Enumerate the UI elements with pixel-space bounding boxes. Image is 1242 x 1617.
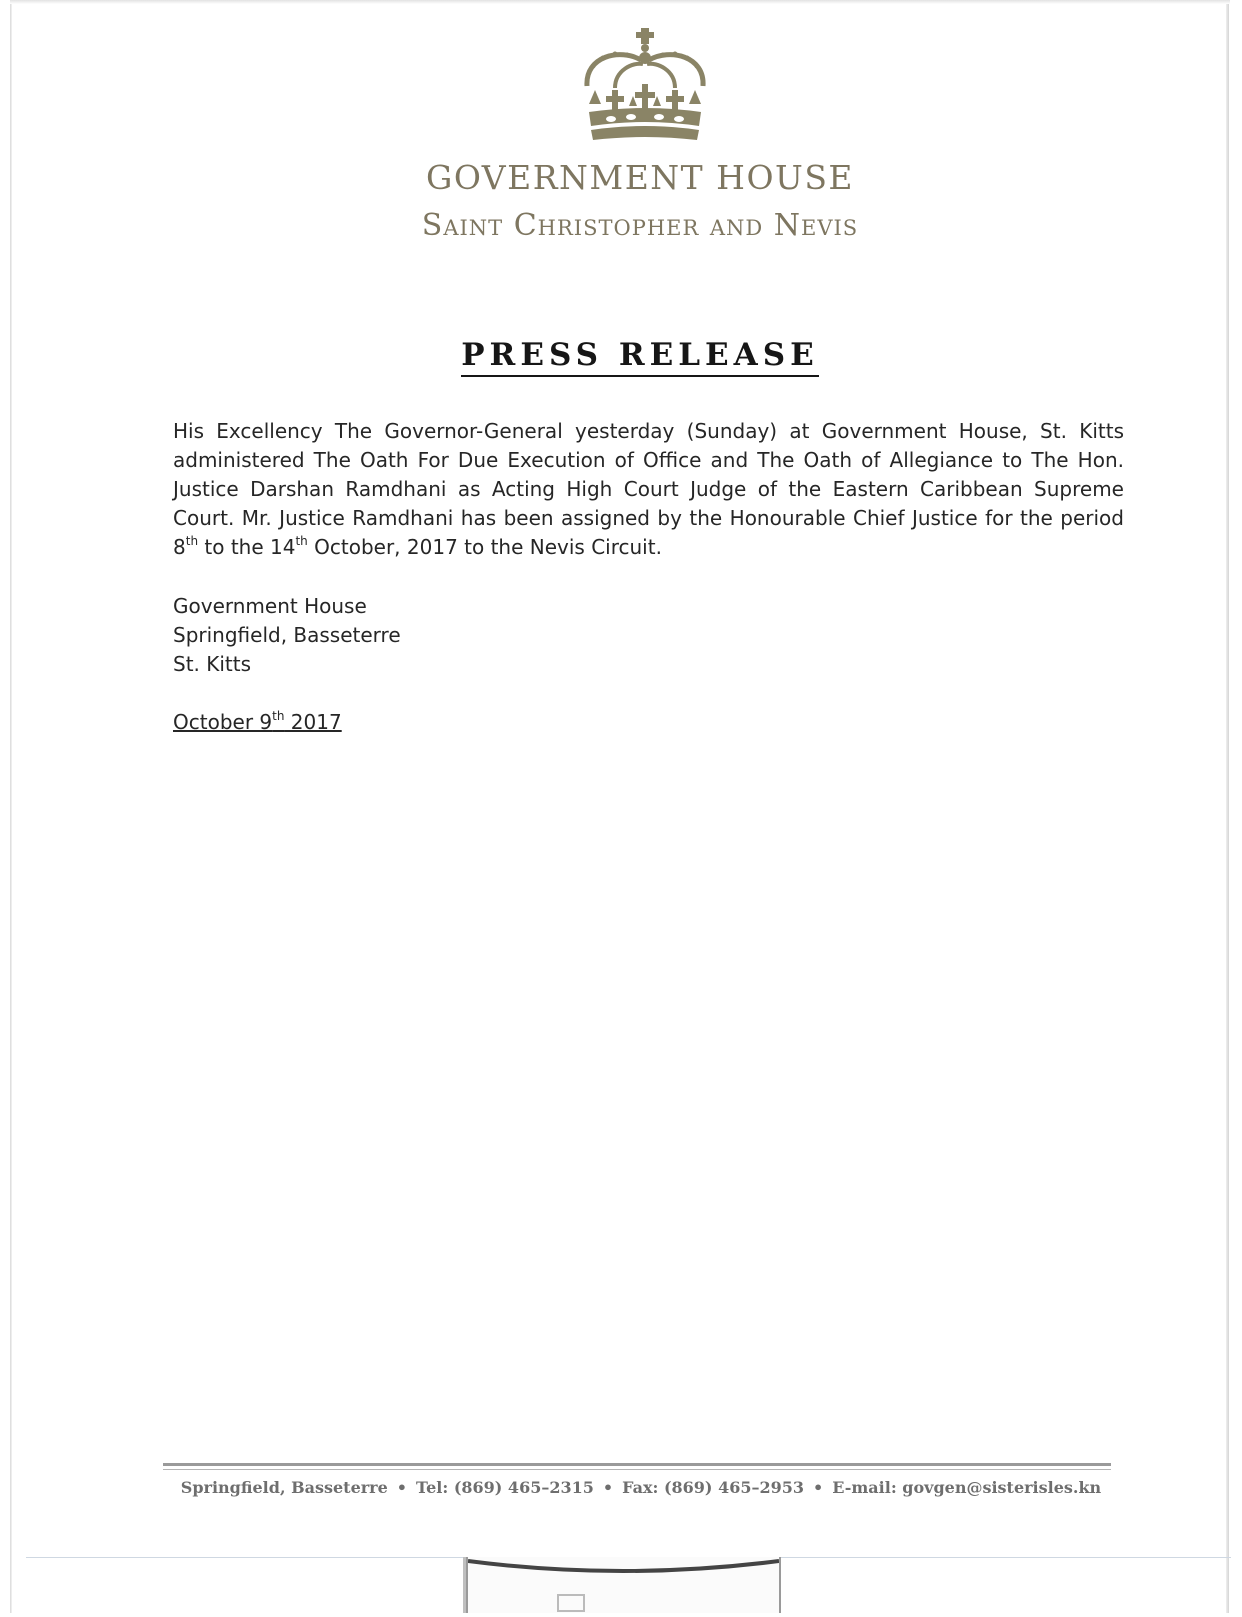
page-edge-top (10, 0, 1230, 4)
body-text-part2: to the 14 (198, 535, 296, 559)
body-text-sup1: th (185, 534, 199, 548)
sender-address (173, 592, 401, 679)
binder-clip-icon (468, 1557, 779, 1613)
binder-tab (466, 1557, 781, 1613)
press-release-body (173, 417, 1124, 562)
footer-separator: • (602, 1478, 614, 1497)
footer-separator: • (396, 1478, 408, 1497)
press-release-heading (0, 337, 1242, 373)
body-text-sup2: th (295, 534, 308, 548)
press-release-heading-text: PRESS RELEASE (461, 337, 818, 377)
footer-tel: Tel: (869) 465–2315 (416, 1478, 594, 1497)
letterhead-title: GOVERNMENT HOUSE (425, 158, 855, 197)
release-date (173, 708, 342, 737)
crown-icon (575, 26, 715, 144)
address-line-2: Springfield, Basseterre (173, 623, 401, 647)
body-text-part1: His Excellency The Governor-General yesterday (Sunday) at Government House, St. Kitts administered The Oath For Due Execution of Office and The Oath of Allegiance to The Hon. Justice Darshan Ramdhani as Acting High Court Judge of the Eastern Caribbean Supreme Court. Mr. Justice Ramdhani has been assigned by the Honourable Chief Justice for the period 8 (173, 419, 1124, 559)
letterhead-subtitle: Saint Christopher and Nevis (421, 208, 859, 243)
footer-email: E-mail: govgen@sisterisles.kn (832, 1478, 1102, 1497)
footer-divider-thick (163, 1463, 1111, 1466)
date-sup: th (272, 709, 285, 723)
footer-fax: Fax: (869) 465–2953 (622, 1478, 804, 1497)
footer-contact-line (0, 1478, 1242, 1497)
address-line-3: St. Kitts (173, 652, 252, 676)
date-prefix: October 9 (173, 710, 273, 734)
body-text-part3: October, 2017 to the Nevis Circuit. (307, 535, 662, 559)
footer-separator: • (813, 1478, 824, 1497)
footer-divider-thin (163, 1469, 1111, 1470)
address-line-1: Government House (173, 594, 367, 618)
footer-location: Springfield, Basseterre (180, 1478, 388, 1497)
date-suffix: 2017 (284, 710, 342, 734)
